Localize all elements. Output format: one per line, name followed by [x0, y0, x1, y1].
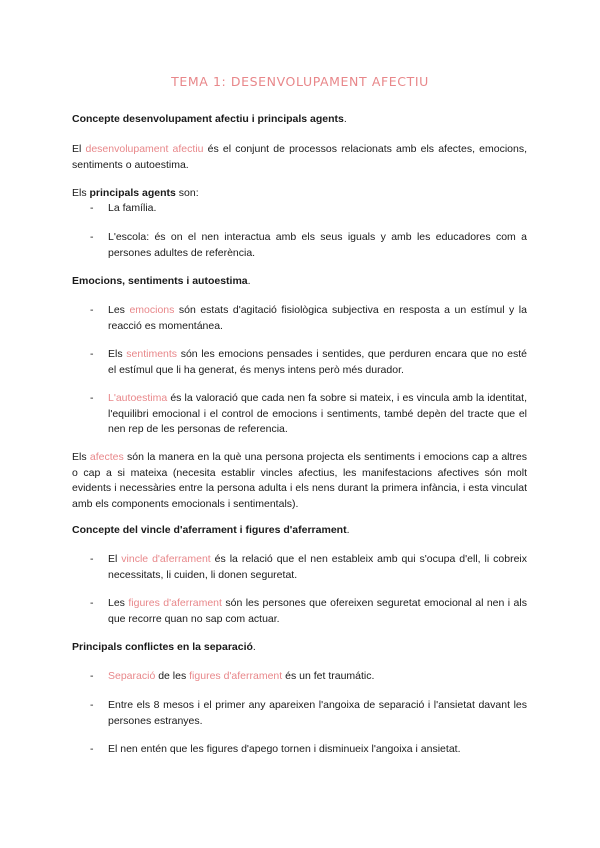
text: és la valoració que cada nen fa sobre si mateix, i es vincula amb la identitat, l'equilibri emocional i el control de emocions i sentiments, també depèn del tracte que el nen rep de les personas de referencia. — [108, 392, 527, 435]
bullet-dash: - — [90, 743, 94, 755]
text: són les persones que ofereixen seguretat emocional al nen i als que recorre quan no sap com actuar. — [108, 597, 527, 625]
heading-period: . — [252, 641, 256, 653]
bullet-dash: - — [90, 392, 94, 404]
list-item — [90, 552, 527, 583]
list-item — [90, 201, 527, 217]
text: són les emocions pensades i sentides, que perduren encara que no esté el estímul que li ha generat, és menys intens però més durador. — [108, 348, 527, 376]
highlight-term: vincle d'aferrament — [121, 553, 211, 565]
list-item — [90, 391, 527, 438]
paragraph-agents — [72, 186, 527, 202]
heading-text: Concepte del vincle d'aferrament i figures d'aferrament — [72, 524, 347, 536]
text: Els — [72, 451, 90, 463]
text: El — [72, 143, 86, 155]
bullet-dash: - — [90, 348, 94, 360]
highlight-term: figures d'aferrament — [128, 597, 222, 609]
page-title: TEMA 1: DESENVOLUPAMENT AFECTIU — [171, 74, 429, 89]
list-item — [90, 698, 527, 729]
heading-text: Principals conflictes en la separació — [72, 641, 253, 653]
highlight-term: Separació — [108, 670, 156, 682]
list-item-text: Entre els 8 mesos i el primer any apareixen l'angoixa de separació i l'ansietat davant les persones estranyes. — [108, 699, 527, 727]
text: són estats d'agitació fisiològica subjectiva en resposta a un estímul y la reacció es momentánea. — [108, 304, 527, 332]
list-item — [90, 596, 527, 627]
list-item-text — [108, 596, 527, 627]
list-item-text: El nen entén que les figures d'apego tornen i disminueix l'angoixa i ansietat. — [108, 743, 461, 755]
list-item-text — [108, 669, 527, 685]
highlight-term: desenvolupament afectiu — [85, 143, 204, 155]
list-item — [90, 742, 527, 758]
bold-term: principals agents — [89, 187, 176, 199]
list-item — [90, 230, 527, 261]
bullet-dash: - — [90, 699, 94, 711]
heading-text: Concepte desenvolupament afectiu i principals agents — [72, 113, 344, 125]
bullet-dash: - — [90, 304, 94, 316]
text: Les — [108, 304, 130, 316]
list-item-text — [108, 391, 527, 438]
heading-period: . — [247, 275, 251, 287]
highlight-term: L'autoestima — [108, 392, 168, 404]
highlight-term: sentiments — [126, 348, 178, 360]
text: és un fet traumátic. — [282, 670, 375, 682]
bullet-dash: - — [90, 597, 94, 609]
section-heading-concepte — [72, 112, 527, 128]
heading-period: . — [346, 524, 350, 536]
heading-period: . — [343, 113, 347, 125]
section-heading-vincle — [72, 523, 527, 539]
text: Les — [108, 597, 129, 609]
list-item-text: L'escola: és on el nen interactua amb els seus iguals y amb les educadores com a persones adultes de referència. — [108, 231, 527, 259]
list-item — [90, 303, 527, 334]
text: és la relació que el nen estableix amb qui s'ocupa d'ell, li cobreix necessitats, li cuiden, li donen seguretat. — [108, 553, 527, 581]
text: Els — [72, 187, 90, 199]
text: és el conjunt de processos relacionats amb els afectes, emocions, sentiments o autoestima. — [72, 143, 527, 171]
list-item — [90, 347, 527, 378]
section-heading-conflictes — [72, 640, 527, 656]
text: son: — [175, 187, 199, 199]
list-item — [90, 669, 527, 685]
paragraph-afectes — [72, 450, 527, 512]
bullet-dash: - — [90, 202, 94, 214]
highlight-term: figures d'aferrament — [189, 670, 283, 682]
bullet-dash: - — [90, 231, 94, 243]
heading-text: Emocions, sentiments i autoestima — [72, 275, 248, 287]
text: El — [108, 553, 122, 565]
list-item-text — [108, 347, 527, 378]
paragraph-desenvolupament — [72, 142, 527, 173]
text: de les — [155, 670, 190, 682]
list-item-text — [108, 303, 527, 334]
highlight-term: afectes — [89, 451, 124, 463]
bullet-dash: - — [90, 670, 94, 682]
list-item-text — [108, 552, 527, 583]
list-item-text: La família. — [108, 202, 157, 214]
section-heading-emocions — [72, 274, 527, 290]
highlight-term: emocions — [129, 304, 175, 316]
text: Els — [108, 348, 127, 360]
bullet-dash: - — [90, 553, 94, 565]
text: són la manera en la què una persona projecta els sentiments i emocions cap a altres o cap a si mateixa (necesita establir vincles afectius, les manifestacions afectives són molt evidents i necessàries entre la persona adulta i els nens durant la primera infància, i esta vinculat amb els components emocionals i sentimentals). — [72, 451, 527, 510]
